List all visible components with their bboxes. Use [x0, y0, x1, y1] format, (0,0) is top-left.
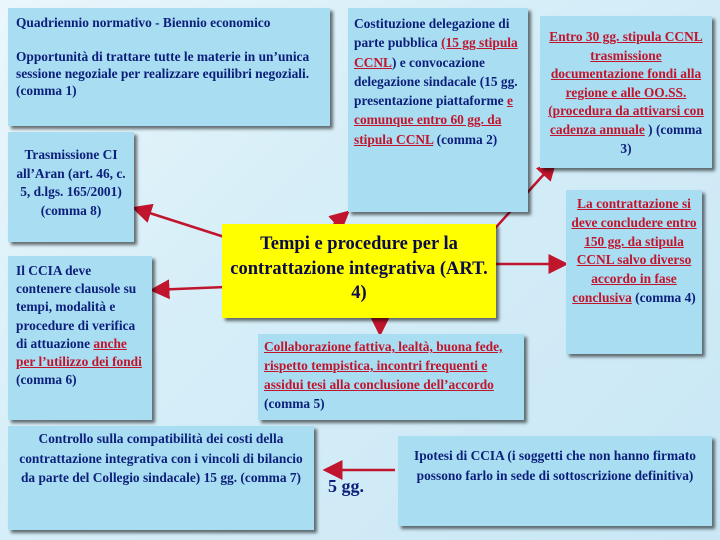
box-quadriennio-title: Quadriennio normativo - Biennio economico [16, 15, 271, 30]
box-trasmissione-fondi-comma: ) (comma 3) [620, 121, 703, 156]
box-trasmissione-aran [8, 132, 134, 242]
box-costituzione-comma: (comma 2) [433, 131, 498, 147]
box-costituzione-text2: ) e convocazione delegazione sindacale (15 gg. presentazione piattaforme [354, 54, 518, 109]
box-quadriennio [8, 8, 330, 126]
center-title: Tempi e procedure per la contrattazione integrativa (ART. 4) [230, 234, 488, 303]
box-collaborazione [258, 334, 524, 420]
box-costituzione-delegazione [348, 8, 528, 212]
box-costituzione-text: Costituzione delegazione di parte pubblica [354, 16, 510, 51]
center-title-box [222, 224, 496, 318]
box-controllo-compatibilita [8, 426, 314, 530]
box-controllo-text: Controllo sulla compatibilità dei costi della contrattazione integrativa con i vincoli di bilancio da parte del Collegio sindacale) 15 gg. (comma 7) [19, 431, 303, 485]
box-conclusione-link[interactable]: La contrattazione si deve concludere entro 150 gg. da stipula CCNL salvo diverso accordo in fase conclusiva [571, 196, 697, 305]
box-trasmissione-fondi-link[interactable]: Entro 30 gg. stipula CCNL trasmissione documentazione fondi alla regione e alle OO.SS. (procedura da attivarsi con cadenza annuale [548, 29, 704, 137]
box-trasmissione-aran-text: Trasmissione CI all’Aran (art. 46, c. 5, d.lgs. 165/2001) (comma 8) [16, 147, 126, 218]
box-quadriennio-text: Opportunità di trattare tutte le materie in un’unica sessione negoziale per realizzare equilibri negoziali. (comma 1) [16, 49, 310, 98]
box-collaborazione-link[interactable]: Collaborazione fattiva, lealtà, buona fede, rispetto tempistica, incontri frequenti e assidui tesi alla conclusione dell’accordo [264, 339, 503, 392]
box-trasmissione-fondi [540, 16, 712, 168]
box-clausole-link[interactable]: anche per l’utilizzo dei fondi [16, 335, 142, 370]
box-clausole-comma: (comma 6) [16, 372, 77, 388]
box-costituzione-link2[interactable]: e comunque entro 60 gg. da stipula CCNL [354, 93, 513, 147]
box-ipotesi-text: Ipotesi di CCIA (i soggetti che non hanno firmato possono farlo in sede di sottoscrizione definitiva) [414, 448, 696, 483]
box-collaborazione-comma: (comma 5) [264, 396, 325, 411]
box-clausole-ccia [8, 256, 152, 420]
box-conclusione-150gg [566, 190, 702, 354]
box-conclusione-comma: (comma 4) [631, 289, 696, 305]
box-ipotesi-ccia [398, 436, 712, 526]
label-5gg: 5 gg. [328, 476, 364, 496]
box-costituzione-link1[interactable]: (15 gg stipula CCNL [354, 35, 518, 70]
box-clausole-text: Il CCIA deve contenere clausole su tempi, modalità e procedure di verifica di attuazione [16, 263, 137, 351]
